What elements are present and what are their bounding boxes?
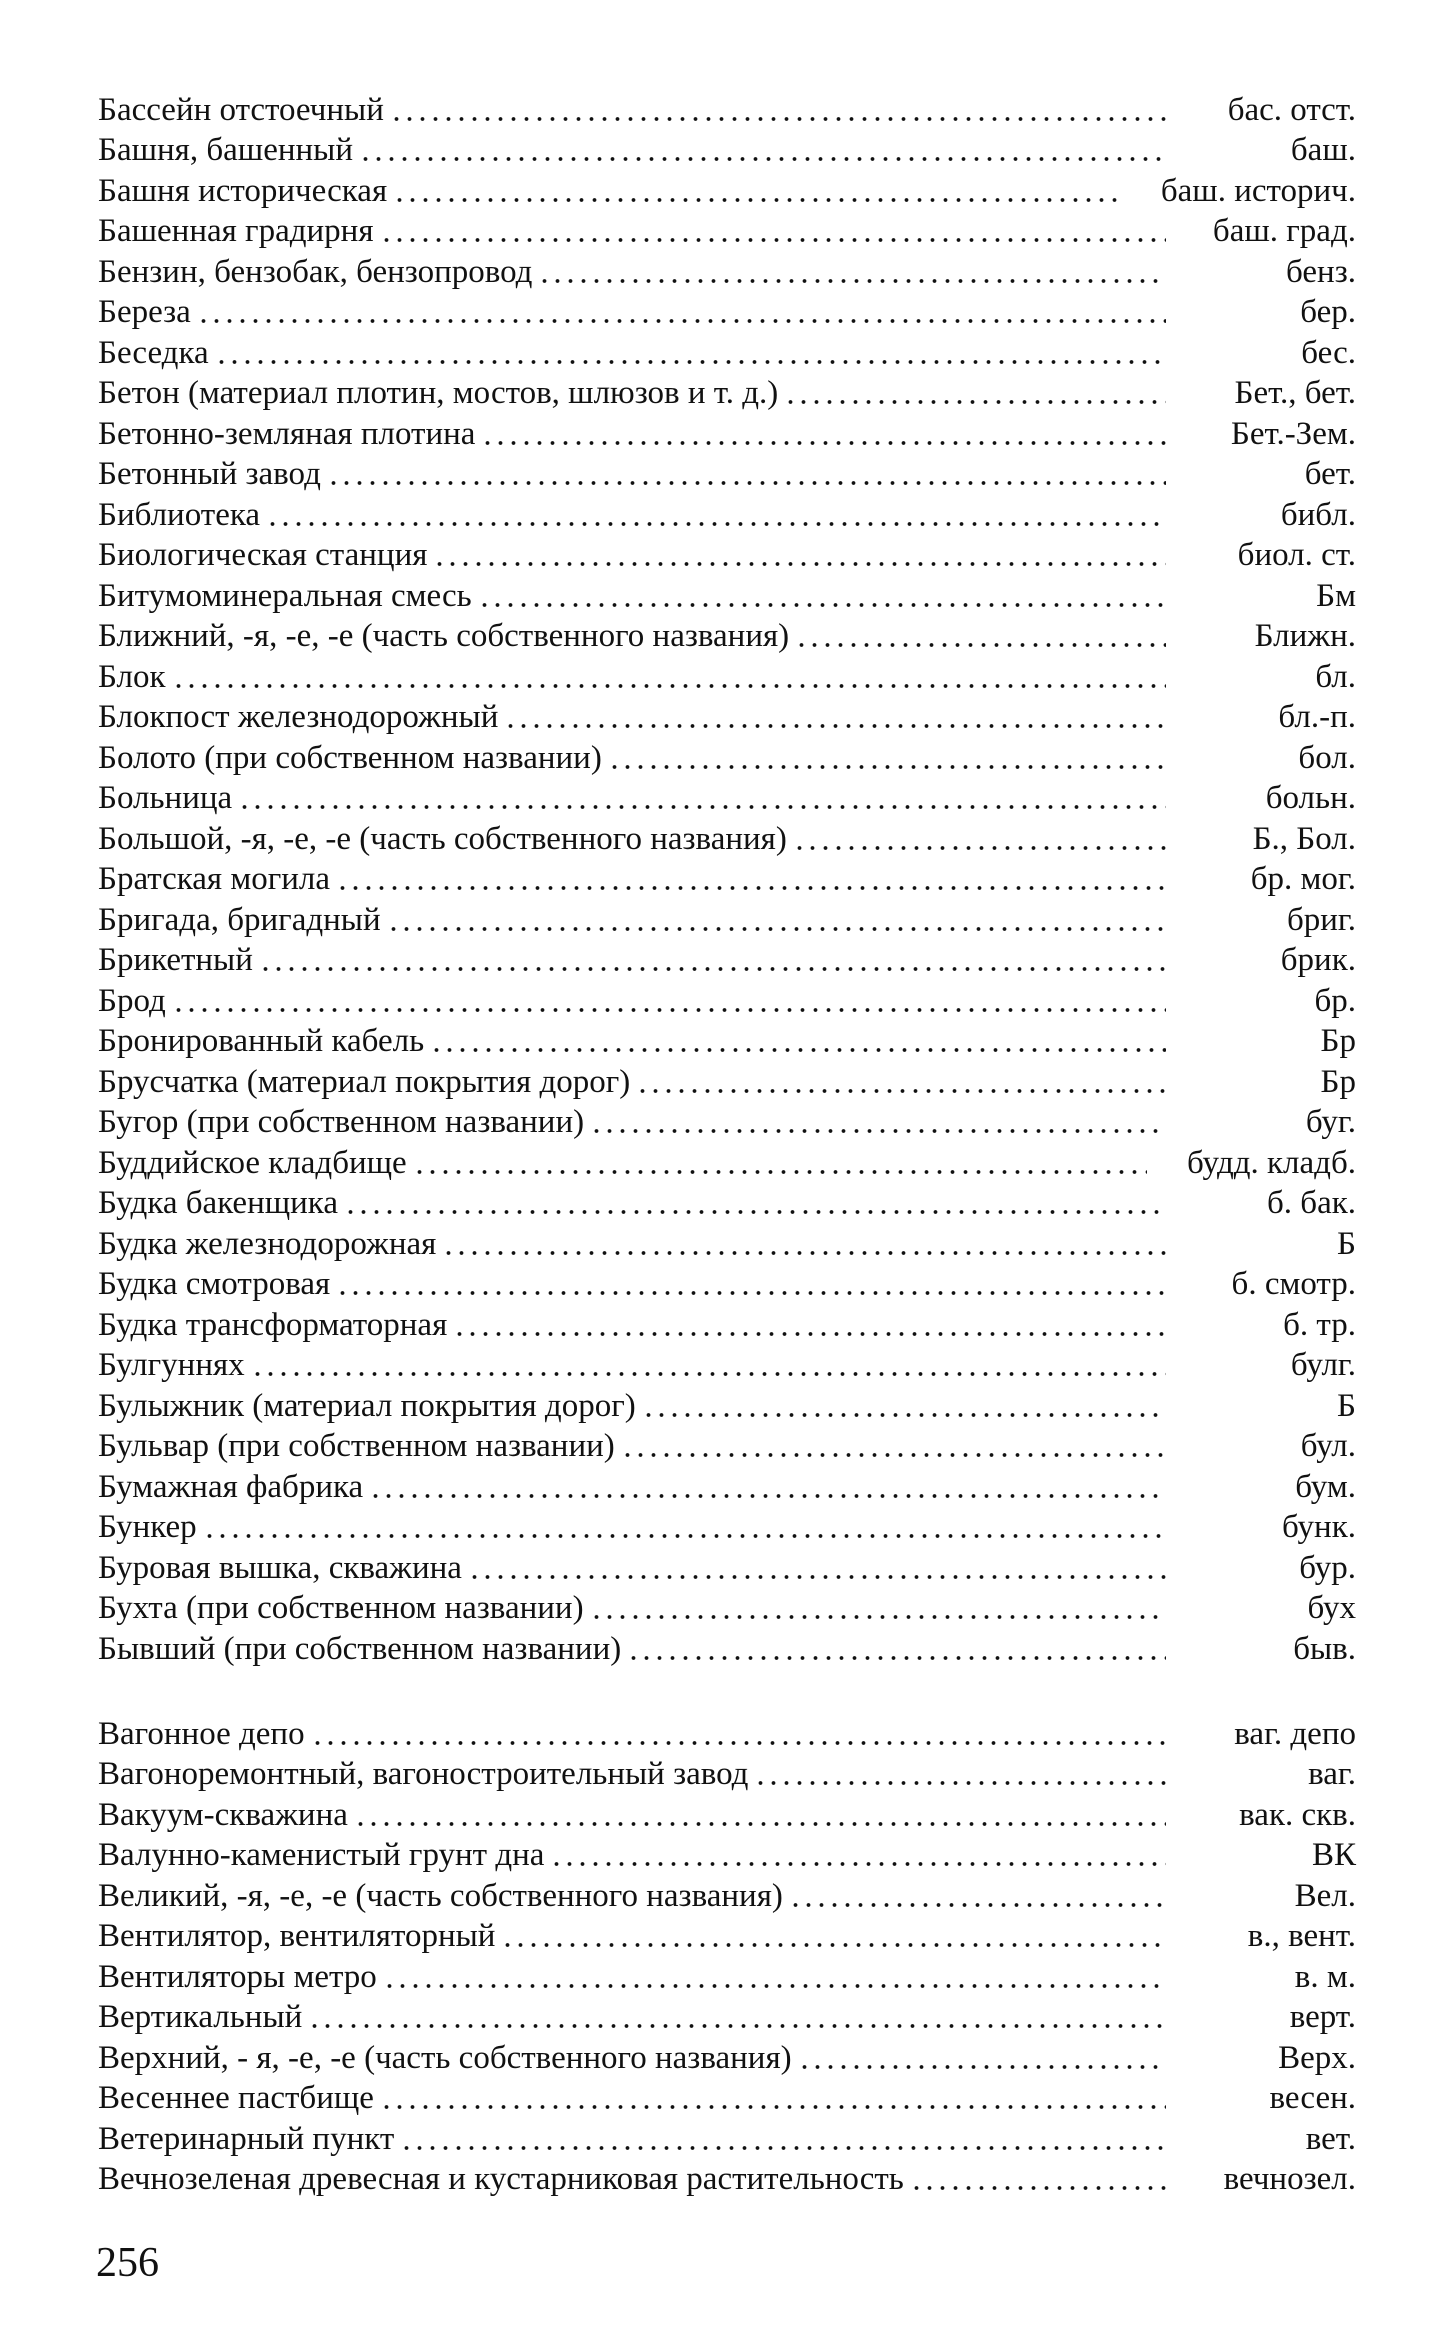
entry-abbreviation: больн. [1265,780,1356,816]
list-item [98,820,1356,864]
entry-term: Будка железнодорожная [98,1225,437,1262]
entry-term: Булгуннях [98,1347,245,1383]
entry-term: Береза [98,294,191,330]
entry-term: Буддийское кладбище [98,1144,407,1181]
entry-abbreviation: Верх. [1278,2039,1356,2076]
dot-leader [327,478,1166,488]
entry-term: Бывший (при собственном названии) [98,1630,622,1667]
list-item [98,213,1356,257]
dot-leader [369,1491,1166,1501]
entry-term: Братская могила [98,861,331,897]
entry-term: Вентиляторы метро [98,1958,377,1995]
entry-abbreviation: бл. [1315,658,1356,695]
dot-leader [172,1005,1166,1015]
dot-leader [550,1859,1166,1869]
entry-term: Вагонное депо [98,1715,305,1752]
entry-term: Булыжник (материал покрытия дорог) [98,1387,636,1424]
entry-abbreviation: вет. [1305,2120,1356,2157]
entry-term: Бугор (при собственном названии) [98,1104,585,1140]
dot-leader [344,1207,1166,1217]
entry-term: Будка смотровая [98,1266,331,1302]
list-item [98,132,1356,176]
dot-leader [784,397,1166,407]
entry-abbreviation: Бр [1320,1063,1356,1100]
entry-term: Бухта (при собственном названии) [98,1590,584,1626]
dot-leader [538,276,1166,286]
list-item [98,1877,1356,1921]
list-item [98,1428,1356,1472]
dot-leader [197,316,1166,326]
entry-abbreviation: Ближн. [1254,618,1356,654]
entry-abbreviation: брик. [1280,942,1356,978]
dot-leader [481,438,1166,448]
dot-leader [642,1410,1166,1420]
entry-abbreviation: бур. [1299,1549,1356,1586]
entry-abbreviation: Б [1337,1225,1356,1262]
entry-abbreviation: будд. кладб. [1186,1144,1356,1181]
list-item [98,1630,1356,1674]
entry-abbreviation: Вел. [1294,1877,1356,1914]
entry-abbreviation: бенз. [1286,253,1356,290]
dot-leader [390,114,1166,124]
entry-abbreviation: вак. скв. [1239,1796,1356,1833]
list-item [98,496,1356,540]
entry-term: Буровая вышка, скважина [98,1549,462,1586]
list-item [98,1144,1356,1188]
entry-term: Библиотека [98,496,261,533]
list-item [98,1063,1356,1107]
entry-term: Весеннее пастбище [98,2080,374,2116]
dot-leader [590,1126,1166,1136]
list-item [98,1796,1356,1840]
dot-leader [621,1450,1166,1460]
list-item [98,901,1356,945]
list-item [98,2080,1356,2124]
entry-term: Вентилятор, вентиляторный [98,1918,496,1954]
entry-term: Вакуум-скважина [98,1796,348,1833]
entry-abbreviation: ваг. [1308,1756,1356,1792]
entry-abbreviation: бес. [1301,334,1356,371]
list-item [98,780,1356,824]
list-item [98,537,1356,581]
list-item [98,2120,1356,2164]
dot-leader [308,2021,1166,2031]
list-item [98,1306,1356,1350]
dot-leader [627,1653,1166,1663]
dot-leader [203,1531,1166,1541]
list-item [98,2161,1356,2205]
entry-term: Бассейн отстоечный [98,91,384,128]
entry-term: Будка трансформаторная [98,1306,448,1343]
dot-leader [311,1738,1166,1748]
entry-term: Верхний, - я, -е, -е (часть собственного названия) [98,2039,792,2076]
entry-abbreviation: весен. [1269,2080,1356,2116]
list-item [98,1918,1356,1962]
dot-leader [251,1369,1166,1379]
entry-abbreviation: бум. [1295,1468,1356,1505]
list-item [98,375,1356,419]
entry-term: Брусчатка (материал покрытия дорог) [98,1063,631,1100]
entry-abbreviation: Бет., бет. [1234,375,1356,411]
entry-abbreviation: буг. [1305,1104,1356,1140]
entry-abbreviation: баш. историч. [1160,172,1356,209]
dot-leader [590,1612,1166,1622]
list-item [98,1509,1356,1553]
dot-leader [380,235,1166,245]
list-item [98,1225,1356,1269]
list-item [98,1715,1356,1759]
entry-term: Брод [98,982,166,1019]
entry-abbreviation: библ. [1280,496,1356,533]
dot-leader [754,1778,1166,1788]
entry-term: Бульвар (при собственном названии) [98,1428,615,1464]
entry-term: Бумажная фабрика [98,1468,364,1505]
entry-term: Бункер [98,1509,197,1545]
entry-abbreviation: Б [1337,1387,1356,1424]
entry-abbreviation: ваг. депо [1234,1715,1356,1752]
entry-term: Бетон (материал плотин, мостов, шлюзов и т. д.) [98,375,779,411]
dot-leader [910,2183,1166,2193]
list-item [98,294,1356,338]
list-item [98,1387,1356,1431]
section-b [98,91,1356,1674]
dot-leader [442,1248,1166,1258]
list-item [98,2039,1356,2083]
list-item [98,1756,1356,1800]
entry-abbreviation: бунк. [1282,1509,1356,1545]
entry-term: Ближний, -я, -е, -е (часть собственного названия) [98,618,790,654]
dot-leader [238,802,1166,812]
list-item [98,861,1356,905]
entry-term: Большой, -я, -е, -е (часть собственного названия) [98,820,787,857]
dot-leader [453,1329,1166,1339]
entry-term: Ветеринарный пункт [98,2120,395,2157]
entry-abbreviation: булг. [1290,1347,1356,1383]
dot-leader [354,1819,1166,1829]
entry-term: Блок [98,658,166,695]
entry-term: Бетонный завод [98,456,321,492]
entry-abbreviation: бер. [1300,294,1356,330]
entry-term: Башенная градирня [98,213,374,249]
dot-leader [433,559,1166,569]
list-item [98,1999,1356,2043]
entry-abbreviation: бр. мог. [1250,861,1356,897]
entry-term: Бронированный кабель [98,1023,425,1059]
dot-leader [793,843,1166,853]
list-item [98,618,1356,662]
entry-term: Брикетный [98,942,253,978]
entry-abbreviation: бриг. [1286,901,1356,938]
section-v [98,1715,1356,2204]
list-item [98,658,1356,702]
entry-abbreviation: б. смотр. [1231,1266,1356,1302]
entry-abbreviation: бр. [1314,982,1356,1019]
entry-abbreviation: ВК [1311,1837,1356,1873]
list-item [98,1549,1356,1593]
dot-leader [501,1940,1166,1950]
list-item [98,577,1356,621]
entry-abbreviation: бул. [1300,1428,1356,1464]
entry-abbreviation: баш. град. [1212,213,1356,249]
page-number: 256 [96,2240,159,2286]
entry-abbreviation: бет. [1304,456,1356,492]
entry-term: Бензин, бензобак, бензопровод [98,253,533,290]
dot-leader [215,357,1166,367]
entry-term: Битумоминеральная смесь [98,577,472,614]
entry-term: Бетонно-земляная плотина [98,415,476,452]
dot-leader [336,1288,1166,1298]
entry-term: Бригада, бригадный [98,901,381,938]
dot-leader [798,2062,1166,2072]
list-item [98,1958,1356,2002]
list-item [98,456,1356,500]
list-item [98,1104,1356,1148]
entry-abbreviation: бл.-п. [1278,699,1356,735]
dot-leader [266,519,1166,529]
entry-abbreviation: баш. [1290,132,1356,168]
entry-abbreviation: Б., Бол. [1252,820,1356,857]
entry-abbreviation: бух [1307,1590,1356,1626]
dot-leader [400,2143,1166,2153]
dot-leader [636,1086,1166,1096]
entry-term: Великий, -я, -е, -е (часть собственного названия) [98,1877,783,1914]
entry-abbreviation: верт. [1289,1999,1356,2035]
dot-leader [430,1045,1166,1055]
entry-term: Башня историческая [98,172,388,209]
entry-term: Башня, башенный [98,132,353,168]
entry-abbreviation: Бм [1316,577,1356,614]
list-item [98,982,1356,1026]
list-item [98,415,1356,459]
list-item [98,334,1356,378]
entry-abbreviation: б. тр. [1283,1306,1356,1343]
list-item [98,739,1356,783]
dot-leader [478,600,1166,610]
dot-leader [795,640,1166,650]
entry-abbreviation: быв. [1293,1630,1356,1667]
list-item [98,253,1356,297]
entry-term: Блокпост железнодорожный [98,699,499,735]
list-item [98,942,1356,986]
entry-term: Больница [98,780,233,816]
entry-term: Биологическая станция [98,537,428,573]
list-item [98,1185,1356,1229]
list-item [98,1837,1356,1881]
entry-abbreviation: Бет.-Зем. [1230,415,1356,452]
dot-leader [413,1167,1147,1177]
list-item [98,1468,1356,1512]
list-item [98,172,1356,216]
entry-term: Болото (при собственном названии) [98,739,602,776]
entry-term: Будка бакенщика [98,1185,338,1221]
list-item [98,1023,1356,1067]
dot-leader [504,721,1166,731]
entry-abbreviation: бас. отст. [1227,91,1356,128]
entry-abbreviation: в., вент. [1247,1918,1356,1954]
dot-leader [359,154,1166,164]
list-item [98,1347,1356,1391]
dot-leader [387,924,1166,934]
dot-leader [383,1981,1166,1991]
list-item [98,1590,1356,1634]
entry-abbreviation: бол. [1298,739,1356,776]
entry-term: Беседка [98,334,209,371]
entry-abbreviation: биол. ст. [1237,537,1356,573]
dot-leader [172,681,1166,691]
entry-term: Вечнозеленая древесная и кустарниковая растительность [98,2161,904,2197]
dot-leader [259,964,1166,974]
dot-leader [468,1572,1166,1582]
entry-abbreviation: вечнозел. [1223,2161,1356,2197]
list-item [98,91,1356,135]
dot-leader [336,883,1166,893]
entry-abbreviation: в. м. [1294,1958,1356,1995]
dot-leader [789,1900,1166,1910]
list-item [98,699,1356,743]
dot-leader [380,2102,1166,2112]
entry-abbreviation: б. бак. [1266,1185,1356,1221]
entry-term: Валунно-каменистый грунт дна [98,1837,545,1873]
dot-leader [608,762,1166,772]
entry-term: Вертикальный [98,1999,303,2035]
entry-abbreviation: Бр [1320,1023,1356,1059]
dot-leader [393,195,1121,205]
entry-term: Вагоноремонтный, вагоностроительный завод [98,1756,749,1792]
list-item [98,1266,1356,1310]
